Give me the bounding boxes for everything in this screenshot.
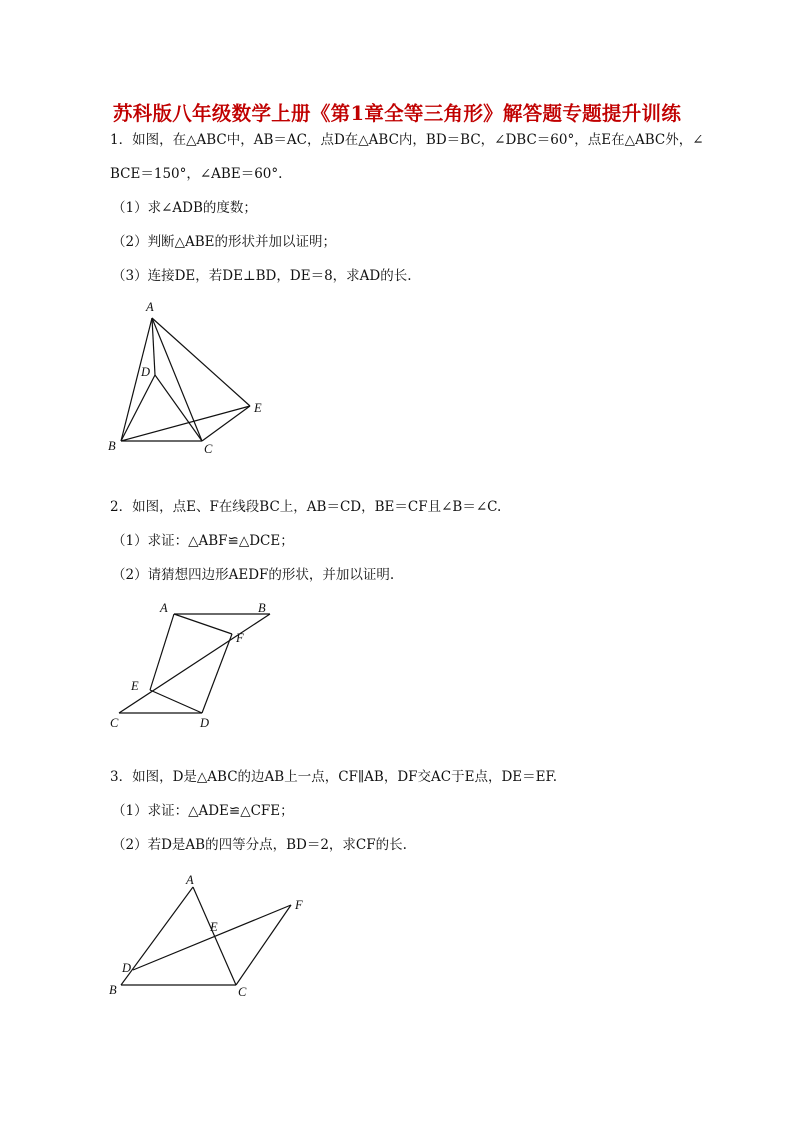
problem-1-part-1: （1）求∠ADB的度数； [112, 200, 257, 216]
problem-2-statement: 2．如图，点E、F在线段BC上，AB＝CD，BE＝CF且∠B＝∠C. [110, 499, 502, 515]
point-label-c: C [110, 716, 119, 730]
problem-1-part-3: （3）连接DE，若DE⊥BD，DE＝8，求AD的长. [112, 268, 412, 284]
point-label-b: B [258, 601, 266, 615]
segment-df [133, 905, 291, 970]
segment-ad [152, 318, 155, 375]
point-label-e: E [131, 679, 139, 693]
point-label-d: D [200, 716, 210, 730]
point-label-f: F [236, 631, 244, 645]
segment-af [174, 614, 232, 634]
problem-3-figure [100, 865, 320, 1000]
point-label-d: D [141, 365, 151, 379]
segment-bc [119, 614, 270, 713]
segment-bd [121, 375, 155, 441]
point-label-b: B [108, 439, 116, 453]
problem-3-part-2: （2）若D是AB的四等分点，BD＝2，求CF的长. [112, 837, 407, 853]
segment-cf [236, 905, 291, 985]
segment-ed [150, 690, 202, 713]
problem-1-part-2: （2）判断△ABE的形状并加以证明； [112, 234, 336, 250]
point-label-e: E [254, 401, 262, 415]
point-label-a: A [146, 300, 154, 314]
page-title: 苏科版八年级数学上册《第1章全等三角形》解答题专题提升训练 [112, 102, 682, 125]
problem-2-part-2: （2）请猜想四边形AEDF的形状，并加以证明. [112, 567, 395, 583]
point-label-a: A [160, 601, 168, 615]
point-label-c: C [238, 985, 247, 999]
segment-ac [152, 318, 202, 441]
point-label-e: E [210, 920, 218, 934]
problem-2-part-1: （1）求证：△ABF≌△DCE； [112, 533, 294, 549]
point-label-d: D [122, 961, 132, 975]
segment-ae [152, 318, 250, 406]
problem-3-part-1: （1）求证：△ADE≌△CFE； [112, 803, 294, 819]
segment-fd [202, 634, 232, 713]
point-label-b: B [109, 983, 117, 997]
problem-3-statement: 3．如图，D是△ABC的边AB上一点，CF∥AB，DF交AC于E点，DE＝EF. [110, 769, 558, 785]
segment-ab [121, 887, 193, 985]
segment-ce [202, 406, 250, 441]
segment-ab [121, 318, 152, 441]
point-label-f: F [295, 898, 303, 912]
point-label-c: C [204, 442, 213, 456]
problem-1-statement-line-2: BCE＝150°，∠ABE＝60°. [110, 166, 283, 182]
problem-1-figure [100, 290, 280, 460]
problem-1-statement-line-1: 1．如图，在△ABC中，AB＝AC，点D在△ABC内，BD＝BC，∠DBC＝60°，点E在△ABC外，∠ [110, 132, 704, 148]
segment-be [121, 406, 250, 441]
problem-2-figure [100, 595, 290, 735]
point-label-a: A [186, 873, 194, 887]
segment-cd [155, 375, 202, 441]
